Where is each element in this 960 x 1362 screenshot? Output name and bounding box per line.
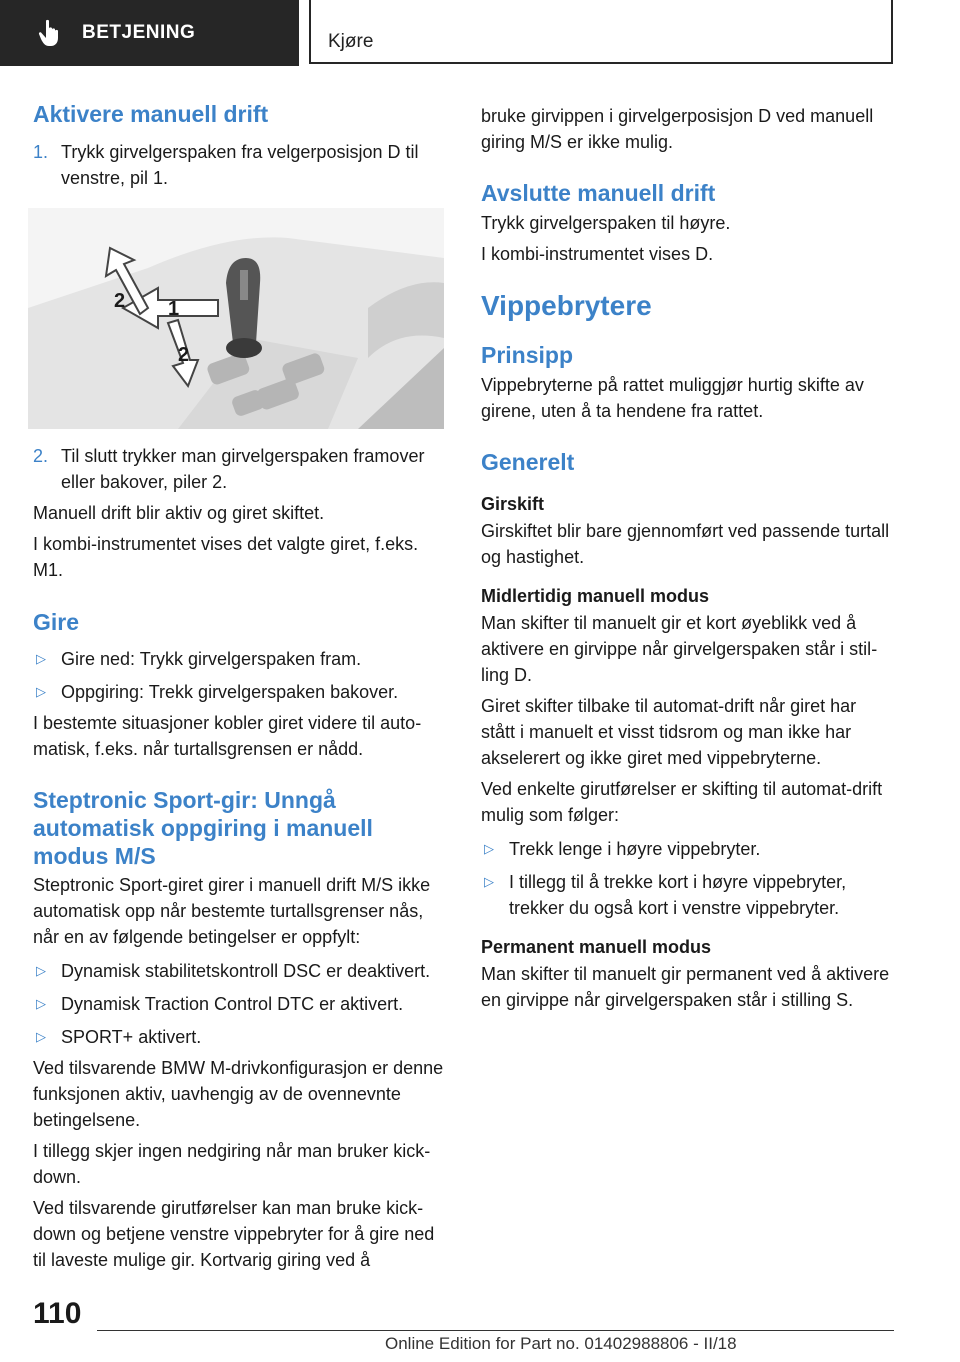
heading-gire: Gire: [33, 609, 80, 635]
heading-avslutte: Avslutte manuell drift: [481, 180, 716, 206]
bullet-text: Dynamisk Traction Control DTC er aktivert.: [61, 994, 404, 1014]
chapter-box: [309, 0, 893, 64]
bullet-text: SPORT+ aktivert.: [61, 1027, 202, 1047]
paragraph: Ved tilsvarende girutførelser kan man bruke kick-down og betjene venstre vippebryter for å gire ned til laveste mulige gir. Kortvarig giring ved å: [33, 1198, 435, 1270]
page-header: [0, 0, 960, 66]
paragraph: I bestemte situasjoner kobler giret videre til automatisk, f.eks. når turtallsgrensen er nådd.: [33, 713, 422, 759]
paragraph: I kombi-instrumentet vises D.: [481, 244, 714, 264]
paragraph: Man skifter til manuelt gir permanent ved å aktivere en girvippe når girvelgerspaken står i stilling S.: [481, 964, 890, 1010]
paragraph: Steptronic Sport-giret girer i manuell drift M/S ikke automatisk opp når bestemte turtallsgrenser nås, når en av følgende betingelser er oppfylt:: [33, 875, 431, 947]
heading-aktivere: Aktivere manuell drift: [33, 101, 269, 127]
heading-prinsipp: Prinsipp: [481, 342, 574, 368]
triangle-right-icon: ▷: [484, 874, 494, 889]
gear-selector-figure: [28, 208, 444, 429]
bullet-text: Dynamisk stabilitetskontroll DSC er deaktivert.: [61, 961, 431, 981]
step-number: 2.: [33, 446, 49, 466]
figure-label: 1: [168, 298, 180, 320]
paragraph: Man skifter til manuelt gir et kort øyeblikk ved å aktivere en girvippe når girvelgerspaken står i stilling D.: [481, 613, 878, 685]
right-column: [481, 100, 894, 1013]
gear-selector-illustration: [28, 208, 444, 429]
paragraph: Manuell drift blir aktiv og giret skiftet.: [33, 503, 325, 523]
bullet-text: I tillegg til å trekke kort i høyre vippebryter, trekker du også kort i venstre vippebryter.: [509, 872, 847, 918]
paragraph: Ved tilsvarende BMW M-drivkonfigurasjon er denne funksjonen aktiv, uavhengig av de ovennevnte betingelsene.: [33, 1058, 444, 1130]
section-label: BETJENING: [82, 22, 196, 43]
section-tab: [0, 0, 299, 66]
bullet-text: Oppgiring: Trekk girvelgerspaken bakover.: [61, 682, 399, 702]
heading-steptronic: Steptronic Sport-gir: Unngå automatisk oppgiring i manuell modus M/S: [33, 787, 373, 869]
paragraph: I kombi-instrumentet vises det valgte giret, f.eks. M1.: [33, 534, 419, 580]
bullet-text: Gire ned: Trykk girvelgerspaken fram.: [61, 649, 362, 669]
bullet-item: [33, 958, 445, 984]
footer-rule: [97, 1330, 894, 1331]
figure-label: 2: [114, 290, 126, 312]
chapter-label: Kjøre: [328, 31, 374, 52]
triangle-right-icon: ▷: [36, 651, 46, 666]
paragraph: I tillegg skjer ingen nedgiring når man bruker kick-down.: [33, 1141, 431, 1187]
paragraph: Ved enkelte girutførelser er skifting til automat-drift mulig som følger:: [481, 779, 883, 825]
heading-generelt: Generelt: [481, 449, 575, 475]
step-text: Til slutt trykker man girvelgerspaken framover eller bakover, piler 2.: [61, 446, 425, 492]
heading-vippebrytere: Vippebrytere: [481, 290, 652, 321]
paragraph: Girskiftet blir bare gjennomført ved passende turtall og hastighet.: [481, 521, 890, 567]
triangle-right-icon: ▷: [36, 684, 46, 699]
paragraph: Vippebryterne på rattet muliggjør hurtig skifte av girene, uten å ta hendene fra rattet.: [481, 375, 864, 421]
subheading-midlertidig: Midlertidig manuell modus: [481, 586, 710, 606]
triangle-right-icon: ▷: [484, 841, 494, 856]
bullet-item: [481, 836, 894, 862]
subheading-girskift: Girskift: [481, 494, 545, 514]
hand-pointer-icon: [38, 19, 62, 47]
step-item: [33, 443, 445, 495]
figure-label: 2: [178, 344, 190, 366]
step-number: 1.: [33, 142, 49, 162]
step-text: Trykk girvelgerspaken fra velgerposisjon D til venstre, pil 1.: [61, 142, 419, 188]
edition-text: Online Edition for Part no. 01402988806 - II/18: [385, 1334, 737, 1353]
bullet-text: Trekk lenge i høyre vippebryter.: [509, 839, 761, 859]
step-item: [33, 139, 445, 191]
bullet-item: [33, 679, 445, 705]
page-number: 110: [33, 1297, 82, 1330]
triangle-right-icon: ▷: [36, 996, 46, 1011]
bullet-item: [33, 1024, 445, 1050]
paragraph: Trykk girvelgerspaken til høyre.: [481, 213, 731, 233]
bullet-item: [33, 646, 445, 672]
triangle-right-icon: ▷: [36, 1029, 46, 1044]
bullet-item: [33, 991, 445, 1017]
left-column: [33, 100, 445, 1273]
paragraph: Giret skifter tilbake til automat-drift når giret har stått i manuelt et visst tidsrom og man ikke har akselerert og ikke giret med vippebryterne.: [481, 696, 857, 768]
subheading-permanent: Permanent manuell modus: [481, 937, 712, 957]
paragraph: bruke girvippen i girvelgerposisjon D ved manuell giring M/S er ikke mulig.: [481, 106, 874, 152]
triangle-right-icon: ▷: [36, 963, 46, 978]
bullet-item: [481, 869, 894, 921]
